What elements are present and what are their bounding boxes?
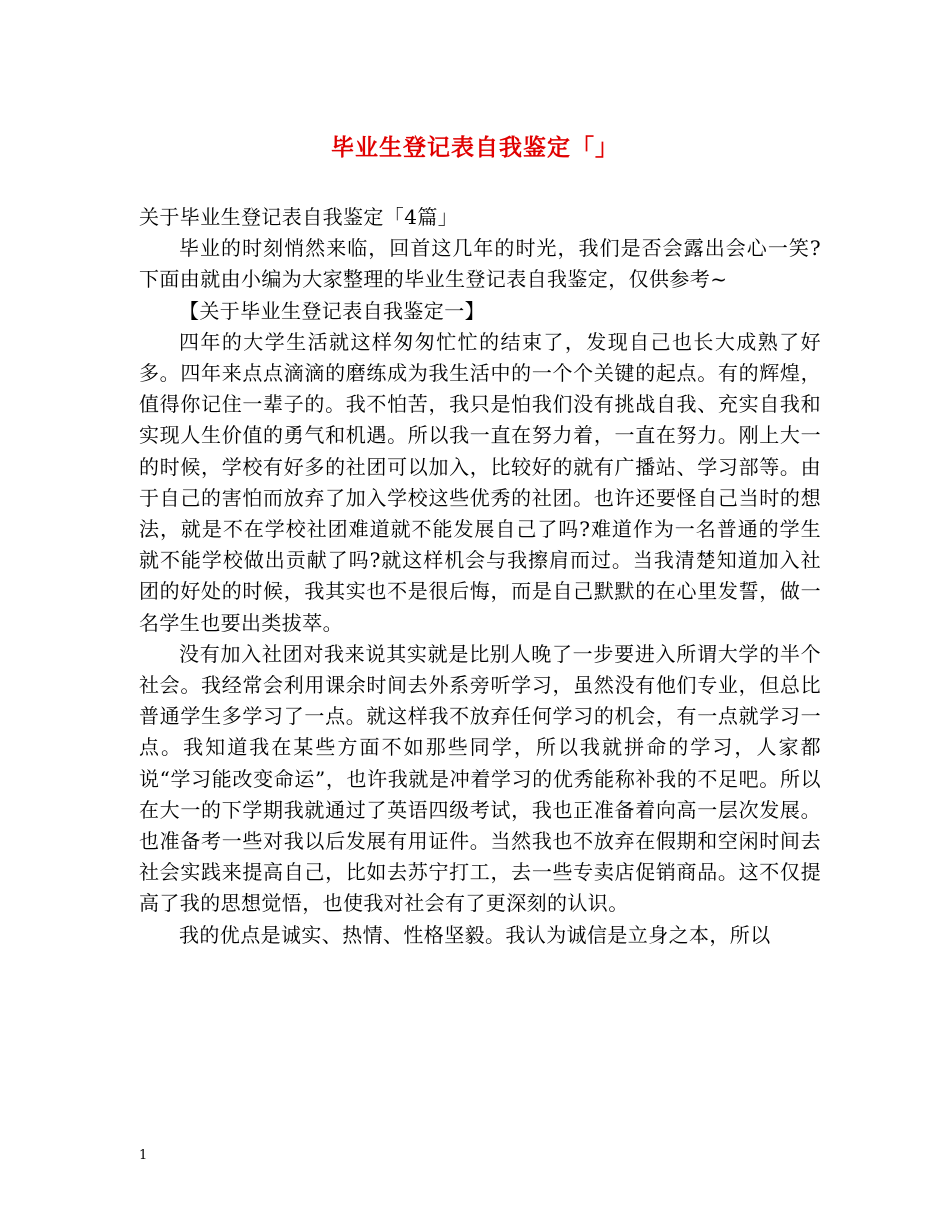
document-subtitle: 关于毕业生登记表自我鉴定「4篇」 [139, 205, 459, 229]
body-paragraph: 四年的大学生活就这样匆匆忙忙的结束了，发现自己也长大成熟了好多。四年来点点滴滴的磨练成为我生活中的一个个关键的起点。有的辉煌，值得你记住一辈子的。我不怕苦，我只是怕我们没有挑战自我、充实自我和实现人生价值的勇气和机遇。所以我一直在努力着，一直在努力。刚上大一的时候，学校有好多的社团可以加入，比较好的就有广播站、学习部等。由于自己的害怕而放弃了加入学校这些优秀的社团。也许还要怪自己当时的想法，就是不在学校社团难道就不能发展自己了吗?难道作为一名普通的学生就不能学校做出贡献了吗?就这样机会与我擦肩而过。当我清楚知道加入社团的好处的时候，我其实也不是很后悔，而是自己默默的在心里发誓，做一名学生也要出类拔萃。 [139, 329, 821, 635]
body-paragraph: 没有加入社团对我来说其实就是比别人晚了一步要进入所谓大学的半个社会。我经常会利用课余时间去外系旁听学习，虽然没有他们专业，但总比普通学生多学习了一点。就这样我不放弃任何学习的机会，有一点就学习一点。我知道我在某些方面不如那些同学，所以我就拼命的学习，人家都说“学习能改变命运”，也许我就是冲着学习的优秀能称补我的不足吧。所以在大一的下学期我就通过了英语四级考试，我也正准备着向高一层次发展。也准备考一些对我以后发展有用证件。当然我也不放弃在假期和空闲时间去社会实践来提高自己，比如去苏宁打工，去一些专卖店促销商品。这不仅提高了我的思想觉悟，也使我对社会有了更深刻的认识。 [139, 641, 821, 916]
document-body [139, 202, 821, 951]
intro-paragraph: 毕业的时刻悄然来临，回首这几年的时光，我们是否会露出会心一笑?下面由就由小编为大家整理的毕业生登记表自我鉴定，仅供参考~ [139, 236, 821, 292]
body-paragraph: 我的优点是诚实、热情、性格坚毅。我认为诚信是立身之本，所以 [179, 922, 771, 947]
document-title: 毕业生登记表自我鉴定「」 [331, 134, 619, 161]
section-heading: 【关于毕业生登记表自我鉴定一】 [179, 298, 485, 323]
page-number: 1 [139, 1148, 148, 1163]
